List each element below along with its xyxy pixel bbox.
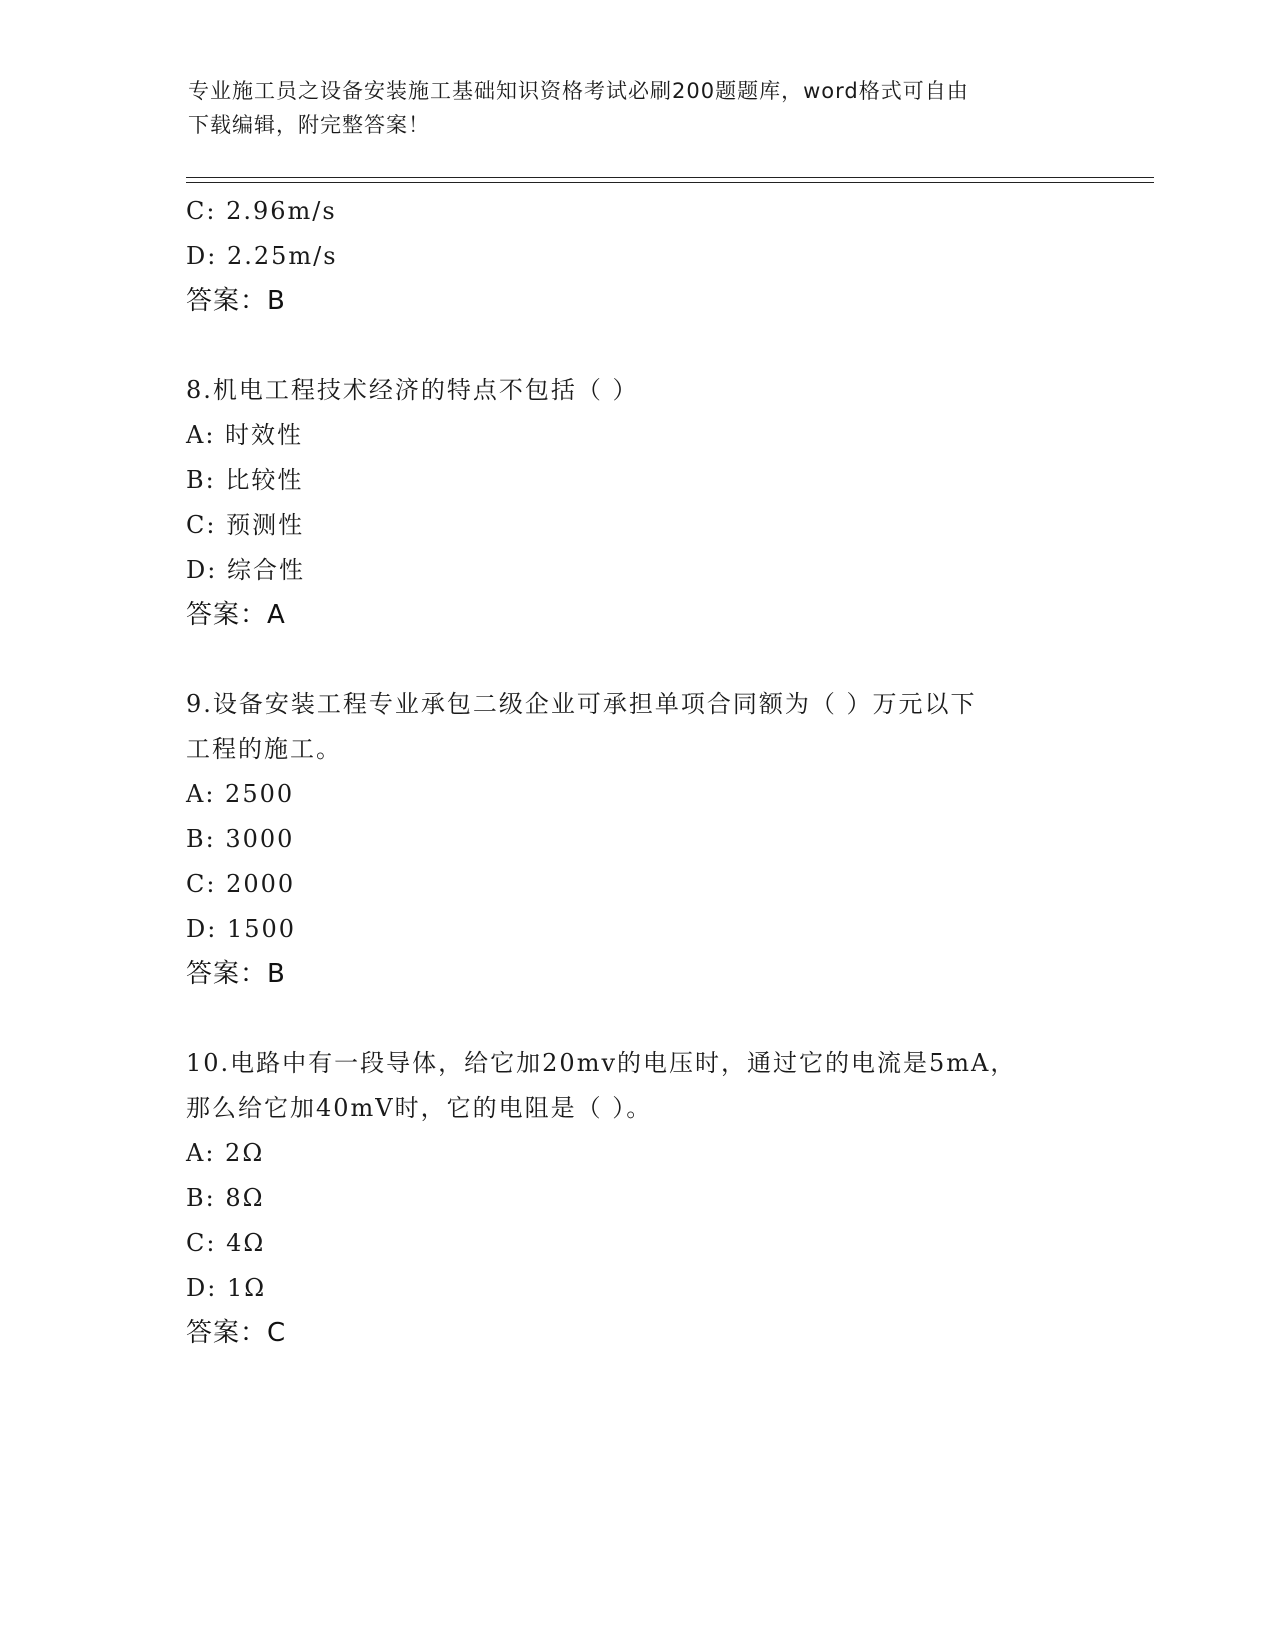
header-line-1: 专业施工员之设备安装施工基础知识资格考试必刷200题题库，word格式可自由 xyxy=(188,79,969,103)
q8-question: 8.机电工程技术经济的特点不包括（ ） xyxy=(186,376,639,404)
document-header xyxy=(188,74,1068,142)
q7-option-d: D: 2.25m/s xyxy=(186,242,338,270)
q7-answer: 答案：B xyxy=(186,286,286,316)
q10-answer: 答案：C xyxy=(186,1318,287,1348)
q9-answer: 答案：B xyxy=(186,959,286,989)
q10-option-c: C: 4Ω xyxy=(186,1229,266,1257)
q9-option-a: A: 2500 xyxy=(186,780,295,808)
q9-option-c: C: 2000 xyxy=(186,870,296,898)
q8-option-c: C: 预测性 xyxy=(186,511,305,539)
q9-question-line-2: 工程的施工。 xyxy=(186,735,342,763)
q8-option-d: D: 综合性 xyxy=(186,556,305,584)
q9-option-d: D: 1500 xyxy=(186,915,297,943)
q10-option-d: D: 1Ω xyxy=(186,1274,267,1302)
q9-question-line-1: 9.设备安装工程专业承包二级企业可承担单项合同额为（ ）万元以下 xyxy=(186,690,977,718)
header-divider-bottom xyxy=(186,182,1154,183)
q10-option-b: B: 8Ω xyxy=(186,1184,265,1212)
q10-option-a: A: 2Ω xyxy=(186,1139,265,1167)
q10-question-line-2: 那么给它加40mV时，它的电阻是（ ）。 xyxy=(186,1094,653,1122)
q8-option-a: A: 时效性 xyxy=(186,421,304,449)
q7-option-c: C: 2.96m/s xyxy=(186,197,337,225)
q10-question-line-1: 10.电路中有一段导体，给它加20mv的电压时，通过它的电流是5mA， xyxy=(186,1049,1017,1077)
header-divider-top xyxy=(186,177,1154,178)
q9-option-b: B: 3000 xyxy=(186,825,295,853)
q8-answer: 答案：A xyxy=(186,600,286,630)
q8-option-b: B: 比较性 xyxy=(186,466,304,494)
header-line-2: 下载编辑，附完整答案！ xyxy=(188,113,430,137)
